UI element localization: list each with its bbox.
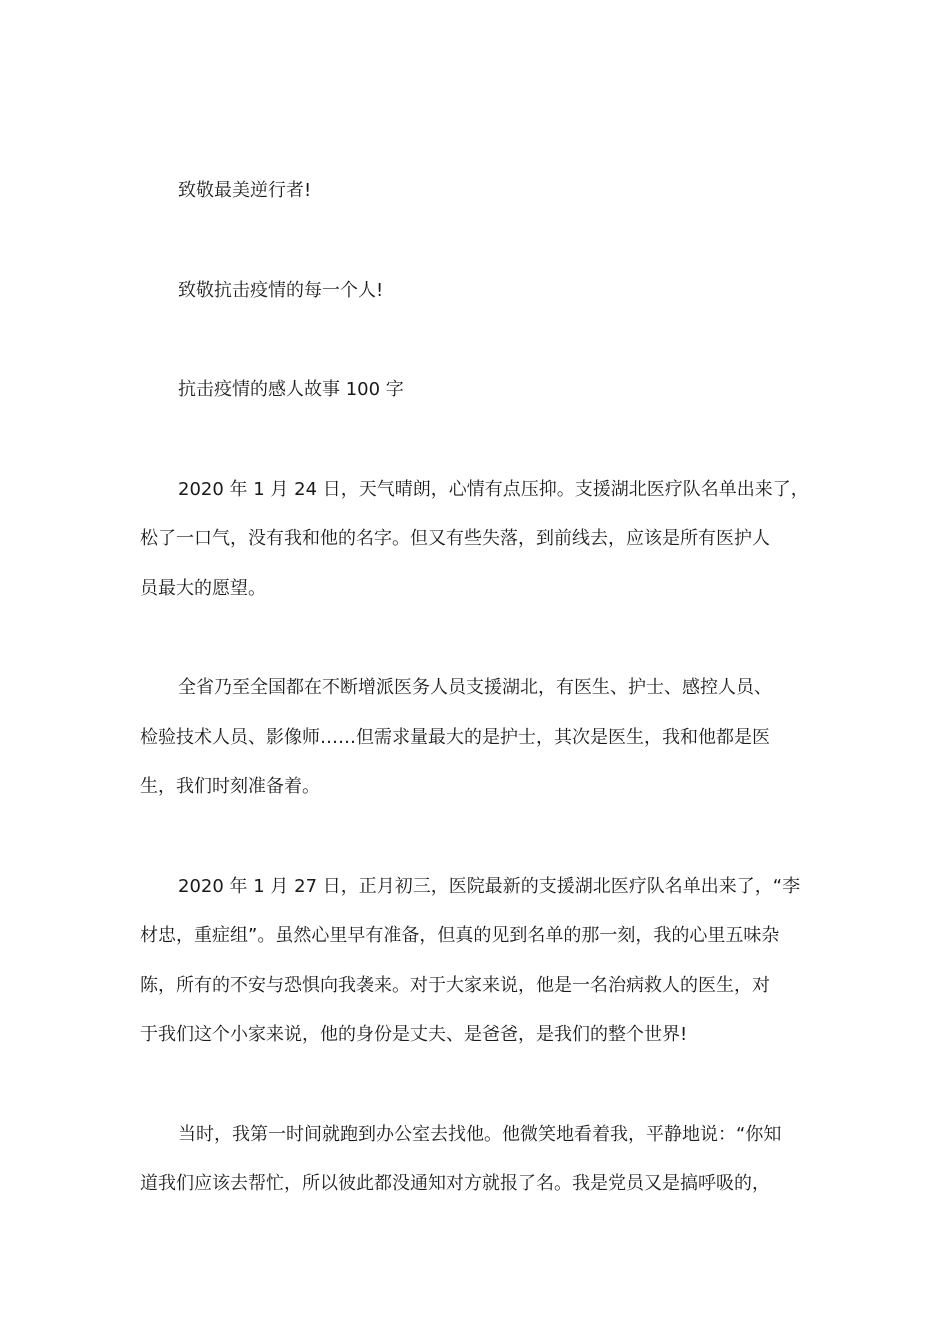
paragraph-4	[140, 1110, 812, 1209]
paragraph-line: 生，我们时刻准备着。	[140, 776, 320, 797]
paragraph-line: 道我们应该去帮忙，所以彼此都没通知对方就报了名。我是党员又是搞呼吸的，	[140, 1173, 770, 1194]
paragraph-line: 松了一口气，没有我和他的名字。但又有些失落，到前线去，应该是所有医护人	[140, 528, 770, 549]
section-title: 抗击疫情的感人故事 100 字	[178, 379, 404, 400]
paragraph-3	[140, 862, 812, 1060]
paragraph-line: 2020 年 1 月 24 日，天气晴朗，心情有点压抑。支援湖北医疗队名单出来了，	[178, 478, 809, 500]
paragraph-gap	[140, 613, 812, 663]
paragraph-gap	[140, 812, 812, 862]
paragraph-line: 员最大的愿望。	[140, 577, 266, 599]
heading-tribute-line-2: 致敬抗击疫情的每一个人!	[178, 279, 384, 301]
heading-tribute-line-1: 致敬最美逆行者!	[178, 180, 312, 201]
paragraph-line: 检验技术人员、影像师……但需求量最大的是护士，其次是医生，我和他都是医	[140, 726, 770, 748]
paragraph-gap	[140, 315, 812, 365]
paragraph-1	[140, 465, 812, 614]
paragraph-gap	[140, 1060, 812, 1110]
paragraph-gap	[140, 216, 812, 266]
paragraph-line: 材忠，重症组”。虽然心里早有准备，但真的见到名单的那一刻，我的心里五味杂	[140, 925, 780, 946]
document-body	[140, 166, 812, 1209]
paragraph-line: 于我们这个小家来说，他的身份是丈夫、是爸爸，是我们的整个世界!	[140, 1024, 688, 1045]
paragraph-line: 全省乃至全国都在不断增派医务人员支援湖北，有医生、护士、感控人员、	[178, 677, 772, 698]
paragraph-line: 陈，所有的不安与恐惧向我袭来。对于大家来说，他是一名治病救人的医生，对	[140, 974, 770, 996]
paragraph-line: 2020 年 1 月 27 日，正月初三，医院最新的支援湖北医疗队名单出来了，“李	[178, 875, 801, 897]
paragraph-2	[140, 663, 812, 812]
paragraph-gap	[140, 415, 812, 465]
paragraph-line: 当时，我第一时间就跑到办公室去找他。他微笑地看着我，平静地说：“你知	[178, 1123, 782, 1145]
